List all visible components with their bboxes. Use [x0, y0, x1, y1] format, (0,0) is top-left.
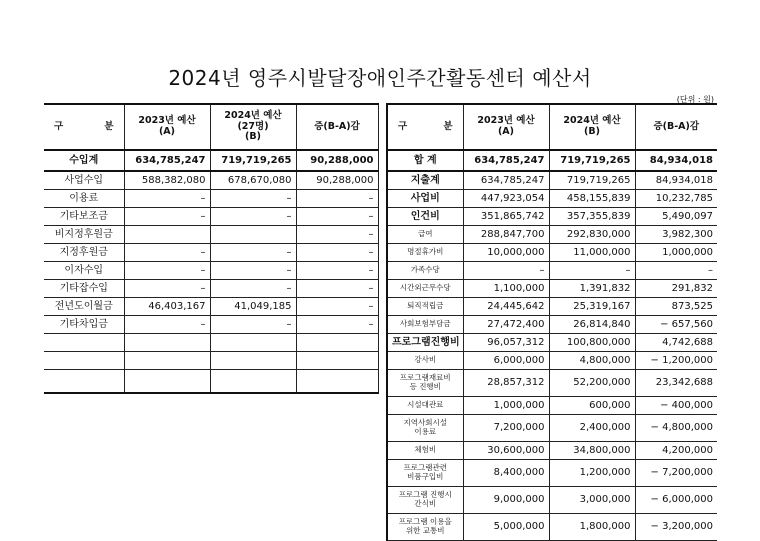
row-2024-value: 1,200,000: [549, 460, 635, 487]
row-2023-value: 7,200,000: [463, 415, 549, 442]
row-2023-value: 351,865,742: [463, 208, 549, 226]
row-2024-value: 41,049,185: [210, 298, 296, 316]
row-label: 명절휴가비: [387, 244, 463, 262]
row-2024-value: 600,000: [549, 397, 635, 415]
row-diff-value: –: [635, 262, 717, 280]
row-2024-value: 458,155,839: [549, 190, 635, 208]
gubun-header: [387, 104, 463, 150]
row-2023-value: 8,400,000: [463, 460, 549, 487]
row-diff-value: –: [296, 316, 378, 334]
row-label: 이용료: [44, 190, 124, 208]
table-row: [44, 316, 378, 334]
table-row: [387, 262, 717, 280]
table-row: [44, 208, 378, 226]
row-2024-value: –: [210, 190, 296, 208]
empty-cell: [124, 334, 210, 352]
gubun-header: [44, 104, 124, 150]
row-diff-value: 4,742,688: [635, 334, 717, 352]
empty-cell: [296, 370, 378, 394]
table-row: [387, 352, 717, 370]
row-diff-value: –: [296, 262, 378, 280]
row-label: 시설대관료: [387, 397, 463, 415]
col-2024-header: 2024년 예산 (27명) (B): [210, 104, 296, 150]
row-2024-value: –: [210, 244, 296, 262]
row-diff-value: –: [296, 244, 378, 262]
row-label: 지역사회시설 이용료: [387, 415, 463, 442]
empty-cell: [124, 370, 210, 394]
empty-cell: [210, 334, 296, 352]
row-2023-value: 5,000,000: [463, 514, 549, 541]
row-diff-value: 84,934,018: [635, 171, 717, 190]
row-2023-value: 96,057,312: [463, 334, 549, 352]
row-diff-value: –: [296, 298, 378, 316]
table-row: [387, 280, 717, 298]
empty-cell: [44, 370, 124, 394]
income-total-2023: 634,785,247: [124, 150, 210, 171]
row-2023-value: 1,000,000: [463, 397, 549, 415]
empty-cell: [44, 352, 124, 370]
row-label: 기타차입금: [44, 316, 124, 334]
row-diff-value: –: [296, 208, 378, 226]
row-diff-value: 90,288,000: [296, 171, 378, 190]
row-2024-value: –: [549, 262, 635, 280]
row-2024-value: 34,800,000: [549, 442, 635, 460]
row-2024-value: 719,719,265: [549, 171, 635, 190]
expense-total-diff: 84,934,018: [635, 150, 717, 171]
row-2023-value: 288,847,700: [463, 226, 549, 244]
row-diff-value: − 1,200,000: [635, 352, 717, 370]
empty-row: [44, 370, 378, 394]
table-row: [387, 442, 717, 460]
table-row: [387, 487, 717, 514]
row-2024-value: 1,800,000: [549, 514, 635, 541]
table-row: [44, 244, 378, 262]
row-2023-value: 24,445,642: [463, 298, 549, 316]
empty-cell: [296, 334, 378, 352]
row-2023-value: –: [124, 208, 210, 226]
row-2023-value: 9,000,000: [463, 487, 549, 514]
row-2024-value: 11,000,000: [549, 244, 635, 262]
row-diff-value: –: [296, 190, 378, 208]
row-2024-value: 100,800,000: [549, 334, 635, 352]
row-2023-value: –: [124, 316, 210, 334]
row-label: 전년도이월금: [44, 298, 124, 316]
row-label: 이자수입: [44, 262, 124, 280]
empty-cell: [44, 334, 124, 352]
expense-header-row: [387, 104, 717, 150]
table-row: [387, 370, 717, 397]
gubun-a: 구: [398, 120, 408, 132]
row-diff-value: − 400,000: [635, 397, 717, 415]
row-label: 지정후원금: [44, 244, 124, 262]
row-label: 사회보험부담금: [387, 316, 463, 334]
table-row: [387, 316, 717, 334]
unit-note: (단위 : 원): [676, 95, 714, 104]
empty-row: [44, 334, 378, 352]
row-diff-value: 291,832: [635, 280, 717, 298]
row-2024-value: [210, 226, 296, 244]
empty-cell: [124, 352, 210, 370]
row-2024-value: 52,200,000: [549, 370, 635, 397]
table-row: [387, 208, 717, 226]
table-row: [387, 226, 717, 244]
table-row: [44, 262, 378, 280]
table-row: [387, 514, 717, 541]
row-2023-value: 447,923,054: [463, 190, 549, 208]
expense-total-label: 합 계: [387, 150, 463, 171]
row-diff-value: − 657,560: [635, 316, 717, 334]
row-label: 사업수입: [44, 171, 124, 190]
row-2024-value: –: [210, 262, 296, 280]
empty-cell: [296, 352, 378, 370]
row-diff-value: 873,525: [635, 298, 717, 316]
row-2023-value: –: [463, 262, 549, 280]
row-label: 기타잡수입: [44, 280, 124, 298]
table-row: [44, 171, 378, 190]
row-2023-value: 634,785,247: [463, 171, 549, 190]
table-row: [44, 280, 378, 298]
row-2023-value: 1,100,000: [463, 280, 549, 298]
table-row: [387, 298, 717, 316]
table-row: [387, 334, 717, 352]
table-row: [387, 190, 717, 208]
col-2024-header: 2024년 예산 (B): [549, 104, 635, 150]
table-row: [387, 244, 717, 262]
row-2024-value: –: [210, 280, 296, 298]
expense-total-2024: 719,719,265: [549, 150, 635, 171]
col-diff-header: 증(B-A)감: [296, 104, 378, 150]
row-diff-value: 3,982,300: [635, 226, 717, 244]
income-header-row: [44, 104, 378, 150]
expense-total-2023: 634,785,247: [463, 150, 549, 171]
table-row: [387, 171, 717, 190]
empty-cell: [210, 352, 296, 370]
row-label: 인건비: [387, 208, 463, 226]
row-2024-value: 4,800,000: [549, 352, 635, 370]
row-2023-value: –: [124, 280, 210, 298]
row-label: 프로그램관련 비품구입비: [387, 460, 463, 487]
row-2024-value: –: [210, 208, 296, 226]
row-diff-value: 1,000,000: [635, 244, 717, 262]
row-2024-value: 3,000,000: [549, 487, 635, 514]
row-2024-value: 678,670,080: [210, 171, 296, 190]
row-diff-value: –: [296, 226, 378, 244]
row-label: 비지정후원금: [44, 226, 124, 244]
income-total-row: [44, 150, 378, 171]
row-label: 기타보조금: [44, 208, 124, 226]
row-label: 프로그램 이용을 위한 교통비: [387, 514, 463, 541]
expense-total-row: [387, 150, 717, 171]
row-diff-value: − 6,000,000: [635, 487, 717, 514]
row-diff-value: –: [296, 280, 378, 298]
row-diff-value: 4,200,000: [635, 442, 717, 460]
row-2024-value: 2,400,000: [549, 415, 635, 442]
table-row: [44, 298, 378, 316]
expense-table: [386, 103, 717, 541]
row-2024-value: –: [210, 316, 296, 334]
page-title: 2024년 영주시발달장애인주간활동센터 예산서: [168, 66, 592, 90]
empty-row: [44, 352, 378, 370]
row-2023-value: –: [124, 244, 210, 262]
row-2024-value: 357,355,839: [549, 208, 635, 226]
row-label: 급여: [387, 226, 463, 244]
row-label: 시간외근무수당: [387, 280, 463, 298]
row-label: 프로그램재료비 등 진행비: [387, 370, 463, 397]
row-2024-value: 25,319,167: [549, 298, 635, 316]
row-diff-value: − 3,200,000: [635, 514, 717, 541]
income-total-label: 수입계: [44, 150, 124, 171]
table-row: [387, 415, 717, 442]
gubun-a: 구: [54, 120, 64, 132]
col-diff-header: 증(B-A)감: [635, 104, 717, 150]
row-label: 지출계: [387, 171, 463, 190]
row-2023-value: 46,403,167: [124, 298, 210, 316]
row-2024-value: 292,830,000: [549, 226, 635, 244]
col-2023-header: 2023년 예산 (A): [463, 104, 549, 150]
row-2023-value: 28,857,312: [463, 370, 549, 397]
row-diff-value: 5,490,097: [635, 208, 717, 226]
row-label: 강사비: [387, 352, 463, 370]
row-2023-value: –: [124, 262, 210, 280]
row-2024-value: 1,391,832: [549, 280, 635, 298]
row-2023-value: 10,000,000: [463, 244, 549, 262]
row-2024-value: 26,814,840: [549, 316, 635, 334]
row-2023-value: 27,472,400: [463, 316, 549, 334]
row-diff-value: − 7,200,000: [635, 460, 717, 487]
row-diff-value: − 4,800,000: [635, 415, 717, 442]
gubun-b: 분: [104, 120, 114, 132]
row-2023-value: [124, 226, 210, 244]
income-total-2024: 719,719,265: [210, 150, 296, 171]
income-total-diff: 90,288,000: [296, 150, 378, 171]
row-diff-value: 10,232,785: [635, 190, 717, 208]
row-2023-value: –: [124, 190, 210, 208]
row-label: 가족수당: [387, 262, 463, 280]
col-2023-header: 2023년 예산 (A): [124, 104, 210, 150]
table-row: [44, 190, 378, 208]
income-table: [44, 103, 379, 394]
row-label: 사업비: [387, 190, 463, 208]
table-row: [387, 460, 717, 487]
row-2023-value: 6,000,000: [463, 352, 549, 370]
row-label: 체험비: [387, 442, 463, 460]
table-row: [44, 226, 378, 244]
table-row: [387, 397, 717, 415]
empty-cell: [210, 370, 296, 394]
gubun-b: 분: [443, 120, 453, 132]
row-diff-value: 23,342,688: [635, 370, 717, 397]
row-label: 프로그램진행비: [387, 334, 463, 352]
row-label: 퇴직적립금: [387, 298, 463, 316]
row-2023-value: 30,600,000: [463, 442, 549, 460]
row-2023-value: 588,382,080: [124, 171, 210, 190]
row-label: 프로그램 진행시 간식비: [387, 487, 463, 514]
